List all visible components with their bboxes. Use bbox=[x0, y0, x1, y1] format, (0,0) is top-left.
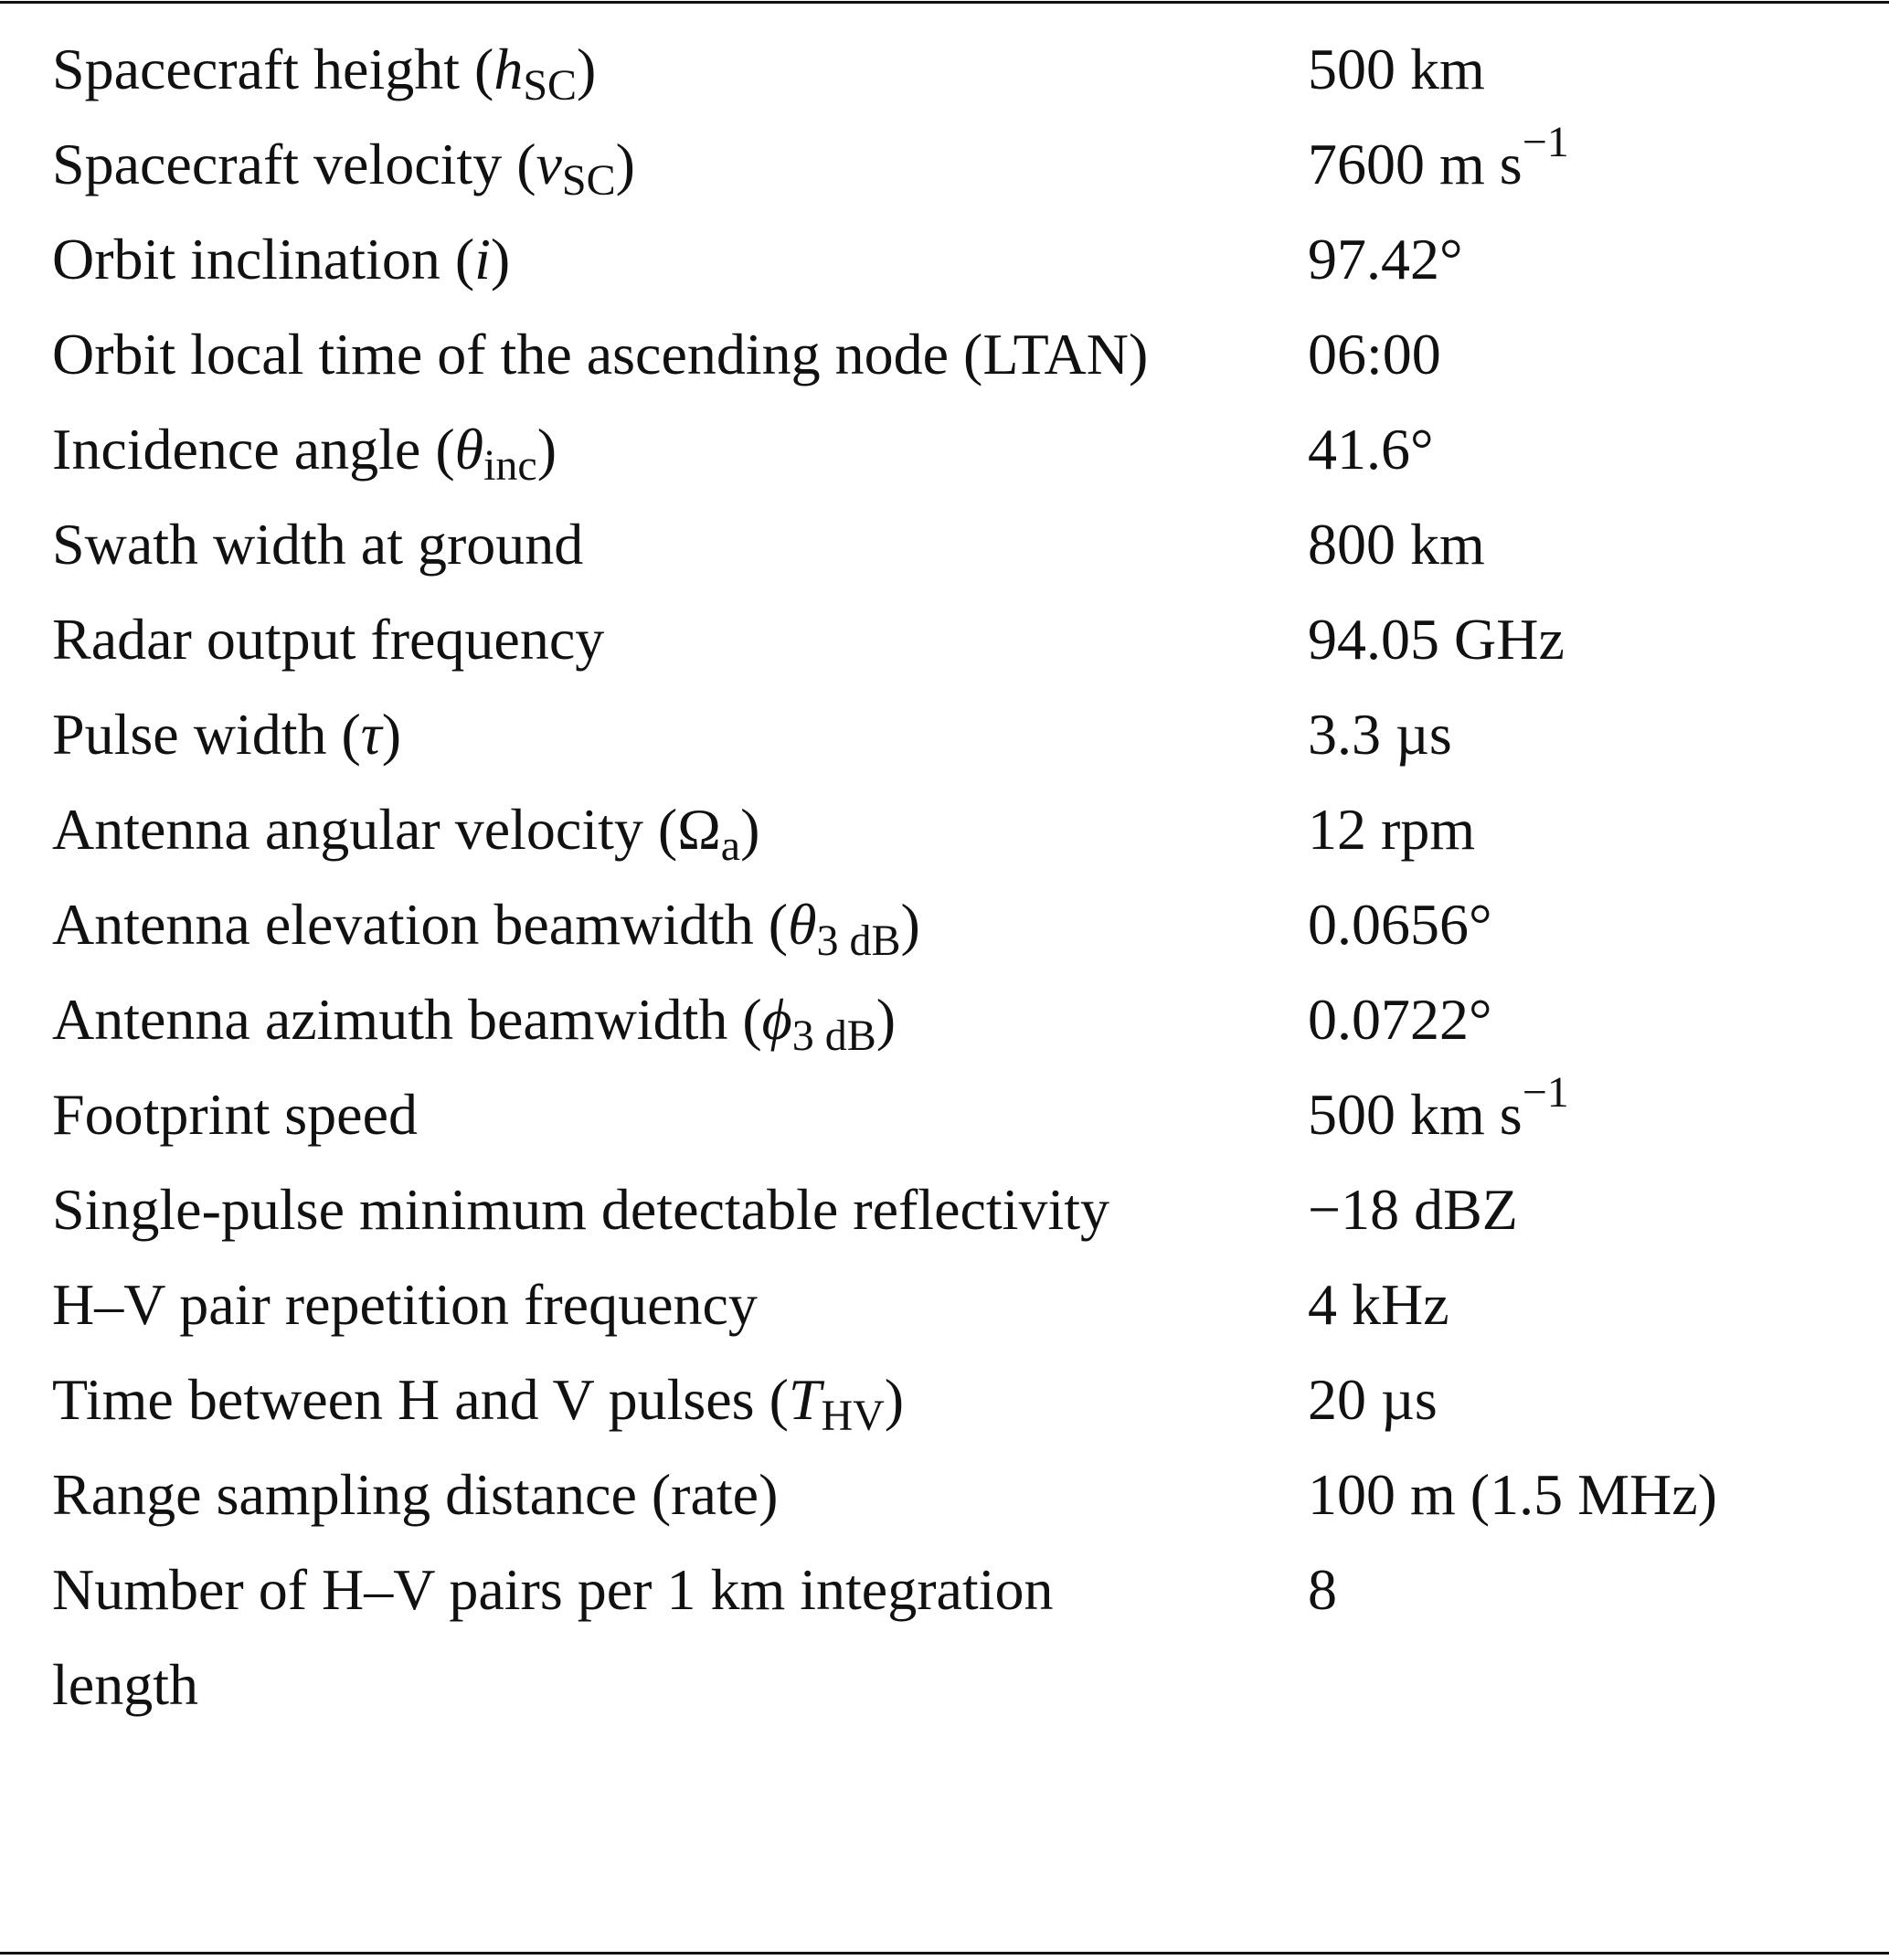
parameter-label bbox=[52, 1257, 1308, 1352]
label-text: Spacecraft velocity ( bbox=[52, 132, 536, 196]
parameter-label bbox=[52, 592, 1308, 687]
label-close: ) bbox=[900, 892, 920, 957]
value-text: 06:00 bbox=[1308, 322, 1441, 387]
table-row bbox=[52, 972, 1717, 1067]
table-row bbox=[52, 877, 1717, 972]
table-row bbox=[52, 1542, 1717, 1732]
parameter-value bbox=[1308, 497, 1717, 592]
label-text: Spacecraft height ( bbox=[52, 37, 494, 101]
parameter-value bbox=[1308, 1067, 1717, 1162]
table-row bbox=[52, 22, 1717, 117]
label-subscript: HV bbox=[821, 1392, 885, 1440]
table-row bbox=[52, 307, 1717, 402]
parameter-value bbox=[1308, 307, 1717, 402]
label-close: ) bbox=[884, 1367, 905, 1432]
value-text: 12 rpm bbox=[1308, 797, 1476, 862]
parameter-value bbox=[1308, 402, 1717, 497]
parameter-label bbox=[52, 402, 1308, 497]
label-text: Incidence angle ( bbox=[52, 417, 455, 482]
parameter-value bbox=[1308, 1257, 1717, 1352]
parameter-label bbox=[52, 212, 1308, 307]
parameter-label bbox=[52, 687, 1308, 782]
label-text: Number of H–V pairs per 1 km integration length bbox=[52, 1557, 1054, 1717]
value-text: 94.05 GHz bbox=[1308, 607, 1565, 672]
value-text: 3.3 µs bbox=[1308, 702, 1452, 767]
label-close: ) bbox=[876, 987, 897, 1052]
parameter-label bbox=[52, 497, 1308, 592]
label-subscript: 3 dB bbox=[791, 1012, 876, 1060]
label-text: Range sampling distance (rate) bbox=[52, 1462, 779, 1527]
parameter-label bbox=[52, 22, 1308, 117]
value-text: 100 m (1.5 MHz) bbox=[1308, 1462, 1717, 1527]
label-text: Antenna angular velocity (Ω bbox=[52, 797, 721, 862]
parameter-value bbox=[1308, 1447, 1717, 1542]
value-text: 500 km s bbox=[1308, 1082, 1523, 1147]
parameter-value bbox=[1308, 1542, 1717, 1732]
label-close: ) bbox=[490, 227, 511, 291]
value-text: 20 µs bbox=[1308, 1367, 1438, 1432]
label-subscript: 3 dB bbox=[816, 916, 901, 965]
label-text: Orbit local time of the ascending node (LTAN) bbox=[52, 322, 1149, 387]
parameter-value bbox=[1308, 22, 1717, 117]
parameter-value bbox=[1308, 782, 1717, 877]
table-top-rule bbox=[0, 1, 1889, 4]
label-symbol: θ bbox=[454, 417, 484, 482]
label-text: H–V pair repetition frequency bbox=[52, 1272, 758, 1337]
parameter-label bbox=[52, 1447, 1308, 1542]
parameter-value bbox=[1308, 1352, 1717, 1447]
value-exponent: −1 bbox=[1522, 118, 1569, 166]
label-text: Antenna azimuth beamwidth ( bbox=[52, 987, 762, 1052]
table-row bbox=[52, 1257, 1717, 1352]
parameter-label bbox=[52, 1067, 1308, 1162]
label-text: Time between H and V pulses ( bbox=[52, 1367, 789, 1432]
parameter-value bbox=[1308, 972, 1717, 1067]
label-subscript: SC bbox=[523, 61, 578, 110]
parameter-label bbox=[52, 307, 1308, 402]
parameter-value bbox=[1308, 212, 1717, 307]
value-text: 7600 m s bbox=[1308, 132, 1523, 196]
parameter-label bbox=[52, 1162, 1308, 1257]
parameter-value bbox=[1308, 117, 1717, 212]
label-symbol: ϕ bbox=[761, 987, 792, 1052]
label-text: Antenna elevation beamwidth ( bbox=[52, 892, 789, 957]
table-row bbox=[52, 497, 1717, 592]
label-text: Footprint speed bbox=[52, 1082, 418, 1147]
value-text: 4 kHz bbox=[1308, 1272, 1449, 1337]
value-text: −18 dBZ bbox=[1308, 1177, 1518, 1242]
value-text: 0.0656° bbox=[1308, 892, 1492, 957]
label-symbol: h bbox=[493, 37, 524, 101]
table-row bbox=[52, 782, 1717, 877]
table-row bbox=[52, 212, 1717, 307]
label-text: Single-pulse minimum detectable reflectivity bbox=[52, 1177, 1109, 1242]
parameter-label bbox=[52, 972, 1308, 1067]
label-close: ) bbox=[577, 37, 597, 101]
table-row bbox=[52, 592, 1717, 687]
parameter-label bbox=[52, 1352, 1308, 1447]
label-close: ) bbox=[615, 132, 635, 196]
label-symbol: T bbox=[788, 1367, 822, 1432]
label-subscript: SC bbox=[561, 156, 616, 205]
parameter-value bbox=[1308, 1162, 1717, 1257]
value-text: 0.0722° bbox=[1308, 987, 1492, 1052]
label-symbol: θ bbox=[788, 892, 817, 957]
label-text: Radar output frequency bbox=[52, 607, 605, 672]
parameter-label bbox=[52, 782, 1308, 877]
table-row bbox=[52, 402, 1717, 497]
table-row bbox=[52, 687, 1717, 782]
value-exponent: −1 bbox=[1522, 1068, 1569, 1117]
parameter-table bbox=[52, 22, 1717, 1732]
label-close: ) bbox=[536, 417, 557, 482]
label-symbol: v bbox=[536, 132, 562, 196]
table-row bbox=[52, 1067, 1717, 1162]
label-symbol: i bbox=[474, 227, 491, 291]
value-text: 800 km bbox=[1308, 512, 1485, 577]
parameter-label bbox=[52, 1542, 1308, 1732]
label-subscript: inc bbox=[483, 441, 537, 490]
value-text: 500 km bbox=[1308, 37, 1485, 101]
label-symbol: τ bbox=[360, 702, 382, 767]
label-text: Swath width at ground bbox=[52, 512, 584, 577]
parameter-value bbox=[1308, 877, 1717, 972]
parameter-value bbox=[1308, 592, 1717, 687]
label-close: ) bbox=[740, 797, 760, 862]
table-bottom-rule bbox=[0, 1952, 1889, 1955]
parameter-value bbox=[1308, 687, 1717, 782]
parameter-label bbox=[52, 877, 1308, 972]
label-close: ) bbox=[381, 702, 401, 767]
table-row bbox=[52, 1447, 1717, 1542]
label-text: Orbit inclination ( bbox=[52, 227, 475, 291]
parameter-label bbox=[52, 117, 1308, 212]
table-row bbox=[52, 117, 1717, 212]
value-text: 97.42° bbox=[1308, 227, 1463, 291]
value-text: 41.6° bbox=[1308, 417, 1434, 482]
label-text: Pulse width ( bbox=[52, 702, 361, 767]
label-subscript: a bbox=[720, 821, 741, 870]
table-row bbox=[52, 1352, 1717, 1447]
value-text: 8 bbox=[1308, 1557, 1337, 1622]
table-row bbox=[52, 1162, 1717, 1257]
